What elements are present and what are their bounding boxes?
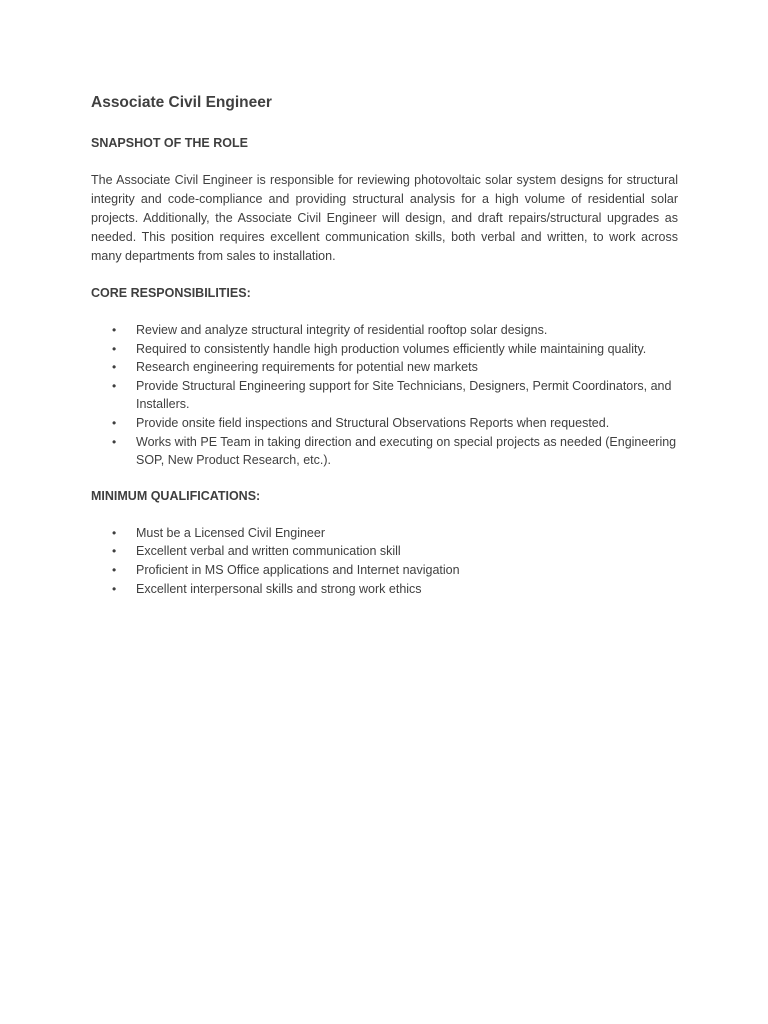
list-item (91, 414, 678, 433)
list-item-text: Provide onsite field inspections and Structural Observations Reports when requested. (136, 415, 610, 430)
minimum-qualifications-list (91, 524, 678, 598)
bullet-icon: • (112, 378, 117, 393)
list-item-text: Excellent interpersonal skills and strong work ethics (136, 581, 422, 596)
list-item (91, 321, 678, 340)
bullet-icon: • (112, 562, 117, 577)
list-item-text: Research engineering requirements for potential new markets (136, 360, 478, 375)
bullet-icon: • (112, 525, 117, 540)
list-item-text: Excellent verbal and written communication skill (136, 544, 401, 559)
list-item-text: Review and analyze structural integrity of residential rooftop solar designs. (136, 323, 548, 337)
list-item (91, 433, 678, 470)
list-item-text: Must be a Licensed Civil Engineer (136, 525, 325, 540)
bullet-icon: • (112, 360, 117, 375)
list-item (91, 542, 678, 561)
page-title: Associate Civil Engineer (91, 94, 272, 111)
list-item-text: Proficient in MS Office applications and Internet navigation (136, 562, 460, 577)
list-item-text: Required to consistently handle high production volumes efficiently while maintaining quality. (136, 341, 647, 356)
list-item-text: Provide Structural Engineering support for Site Technicians, Designers, Permit Coordinators, and Installers. (136, 378, 672, 412)
bullet-icon: • (112, 323, 117, 337)
list-item (91, 524, 678, 543)
list-item (91, 377, 678, 414)
bullet-icon: • (112, 544, 117, 559)
list-item (91, 340, 678, 359)
bullet-icon: • (112, 415, 117, 430)
snapshot-paragraph: The Associate Civil Engineer is responsible for reviewing photovoltaic solar system designs for structural integrity and code-compliance and providing structural analysis for a high volume of residential solar projects. Additionally, the Associate Civil Engineer will design, and draft repairs/structural upgrades as needed. This position requires excellent communication skills, both verbal and written, to work across many departments from sales to installation. (91, 173, 678, 263)
minimum-qualifications-heading: MINIMUM QUALIFICATIONS: (91, 488, 261, 503)
core-responsibilities-heading: CORE RESPONSIBILITIES: (91, 286, 251, 300)
list-item (91, 561, 678, 580)
bullet-icon: • (112, 581, 117, 596)
document-page (91, 92, 678, 598)
list-item (91, 358, 678, 377)
list-item-text: Works with PE Team in taking direction and executing on special projects as needed (Engineering SOP, New Product Research, etc.). (136, 434, 677, 468)
list-item (91, 580, 678, 599)
bullet-icon: • (112, 341, 117, 356)
core-responsibilities-list (91, 321, 678, 470)
snapshot-heading: SNAPSHOT OF THE ROLE (91, 136, 248, 150)
bullet-icon: • (112, 434, 117, 449)
